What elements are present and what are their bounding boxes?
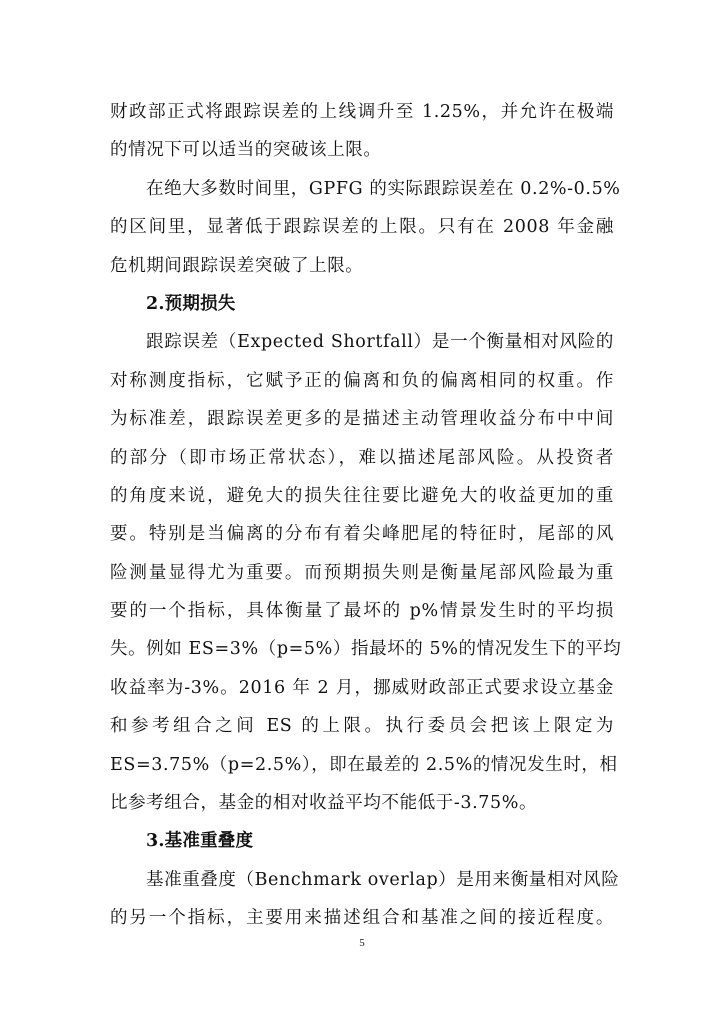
text-line: 财政部正式将跟踪误差的上线调升至 1.25%，并允许在极端 <box>110 102 614 122</box>
text-line: 为标准差，跟踪误差更多的是描述主动管理收益分布中中间 <box>110 409 614 430</box>
text-line: 失。例如 ES=3%（p=5%）指最坏的 5%的情况发生下的平均 <box>110 639 622 660</box>
text-line: 的部分（即市场正常状态），难以描述尾部风险。从投资者 <box>110 447 614 468</box>
text-line: 的角度来说，避免大的损失往往要比避免大的收益更加的重 <box>110 485 614 506</box>
document-body <box>110 93 622 938</box>
text-line: 比参考组合，基金的相对收益平均不能低于-3.75%。 <box>110 793 538 814</box>
text-line: 收益率为-3%。2016 年 2 月，挪威财政部正式要求设立基金 <box>110 677 614 698</box>
text-line: 的情况下可以适当的突破该上限。 <box>110 140 382 161</box>
text-line: 基准重叠度（Benchmark overlap）是用来衡量相对风险 <box>146 869 620 890</box>
text-line: 和参考组合之间 ES 的上限。执行委员会把该上限定为 <box>110 716 614 737</box>
text-line: 危机期间跟踪误差突破了上限。 <box>110 255 364 276</box>
text-line: ES=3.75%（p=2.5%），即在最差的 2.5%的情况发生时，相 <box>110 754 618 775</box>
text-line: 要的一个指标，具体衡量了最坏的 p%情景发生时的平均损 <box>110 601 614 622</box>
text-line: 要。特别是当偏离的分布有着尖峰肥尾的特征时，尾部的风 <box>110 524 614 545</box>
text-line: 在绝大多数时间里，GPFG 的实际跟踪误差在 0.2%-0.5% <box>146 178 621 199</box>
text-line: 对称测度指标，它赋予正的偏离和负的偏离相同的权重。作 <box>110 370 614 391</box>
text-line: 的区间里，显著低于跟踪误差的上限。只有在 2008 年金融 <box>110 217 614 238</box>
text-line: 险测量显得尤为重要。而预期损失则是衡量尾部风险最为重 <box>110 562 614 583</box>
section-heading: 3.基准重叠度 <box>146 831 254 852</box>
text-line: 的另一个指标，主要用来描述组合和基准之间的接近程度。 <box>110 908 614 929</box>
page-number: 5 <box>359 937 365 949</box>
text-line: 跟踪误差（Expected Shortfall）是一个衡量相对风险的 <box>146 332 614 353</box>
section-heading: 2.预期损失 <box>146 293 236 314</box>
